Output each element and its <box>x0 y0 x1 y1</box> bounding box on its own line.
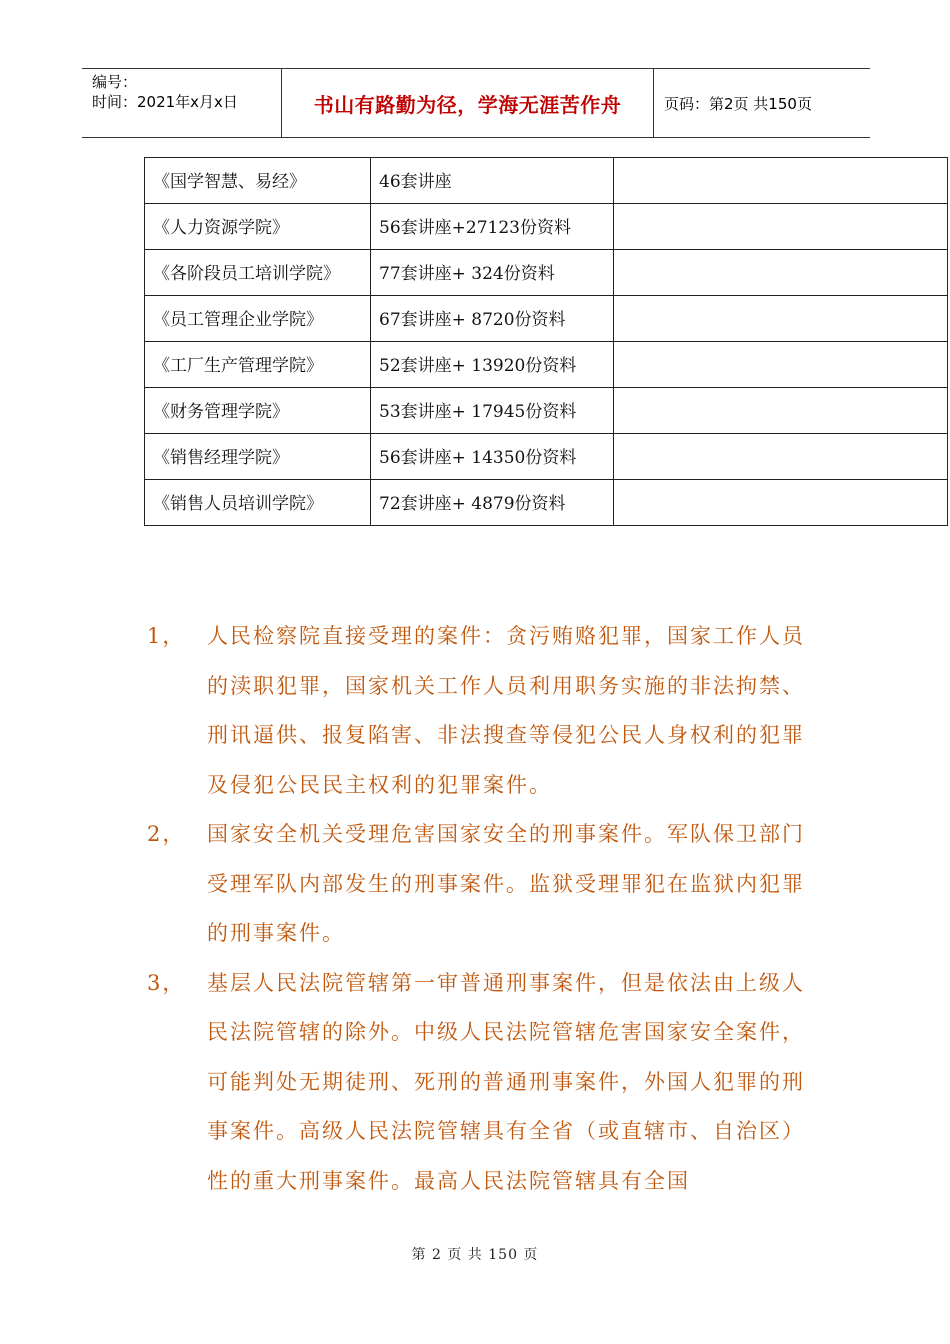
list-item <box>144 959 824 1207</box>
course-name: 《工厂生产管理学院》 <box>145 342 371 388</box>
item-number: 3， <box>147 970 186 995</box>
case-jurisdiction-list <box>144 612 824 1206</box>
table-row <box>145 434 948 480</box>
item-text: 基层人民法院管辖第一审普通刑事案件，但是依法由上级人民法院管辖的除外。中级人民法院管辖危害国家安全案件，可能判处无期徒刑、死刑的普通刑事案件，外国人犯罪的刑事案件。高级人民法院管辖具有全省（或直辖市、自治区）性的重大刑事案件。最高人民法院管辖具有全国 <box>207 970 805 1193</box>
table-row <box>145 388 948 434</box>
course-extra <box>614 158 948 204</box>
table-row <box>145 250 948 296</box>
course-table <box>144 157 948 526</box>
header-page-info: 页码：第2页 共150页 <box>664 94 812 113</box>
course-name: 《财务管理学院》 <box>145 388 371 434</box>
course-name: 《员工管理企业学院》 <box>145 296 371 342</box>
table-row <box>145 342 948 388</box>
page-header <box>82 68 870 138</box>
course-content: 52套讲座+ 13920份资料 <box>371 342 614 388</box>
course-name: 《国学智慧、易经》 <box>145 158 371 204</box>
list-item <box>144 810 824 959</box>
course-extra <box>614 296 948 342</box>
item-text: 国家安全机关受理危害国家安全的刑事案件。军队保卫部门受理军队内部发生的刑事案件。监狱受理罪犯在监狱内犯罪的刑事案件。 <box>207 822 805 945</box>
item-number: 1， <box>147 624 186 648</box>
course-name: 《人力资源学院》 <box>145 204 371 250</box>
course-name: 《各阶段员工培训学院》 <box>145 250 371 296</box>
course-content: 56套讲座+27123份资料 <box>371 204 614 250</box>
course-name: 《销售经理学院》 <box>145 434 371 480</box>
course-content: 56套讲座+ 14350份资料 <box>371 434 614 480</box>
course-extra <box>614 204 948 250</box>
course-content: 67套讲座+ 8720份资料 <box>371 296 614 342</box>
header-meta <box>82 69 282 137</box>
table-row <box>145 158 948 204</box>
table-row <box>145 296 948 342</box>
header-motto: 书山有路勤为径，学海无涯苦作舟 <box>282 69 654 137</box>
course-extra <box>614 250 948 296</box>
course-name: 《销售人员培训学院》 <box>145 480 371 526</box>
course-content: 46套讲座 <box>371 158 614 204</box>
course-content: 53套讲座+ 17945份资料 <box>371 388 614 434</box>
document-date: 时间：2021年x月x日 <box>92 93 238 111</box>
table-row <box>145 204 948 250</box>
item-text: 人民检察院直接受理的案件：贪污贿赂犯罪，国家工作人员的渎职犯罪，国家机关工作人员利用职务实施的非法拘禁、刑讯逼供、报复陷害、非法搜查等侵犯公民人身权利的犯罪及侵犯公民民主权利的犯罪案件。 <box>207 624 805 797</box>
course-extra <box>614 342 948 388</box>
course-extra <box>614 434 948 480</box>
page-footer: 第 2 页 共 150 页 <box>411 1247 539 1263</box>
course-extra <box>614 388 948 434</box>
course-extra <box>614 480 948 526</box>
list-item <box>144 612 824 810</box>
document-number-label: 编号： <box>92 73 138 91</box>
course-content: 77套讲座+ 324份资料 <box>371 250 614 296</box>
course-content: 72套讲座+ 4879份资料 <box>371 480 614 526</box>
table-row <box>145 480 948 526</box>
item-number: 2， <box>147 822 186 846</box>
